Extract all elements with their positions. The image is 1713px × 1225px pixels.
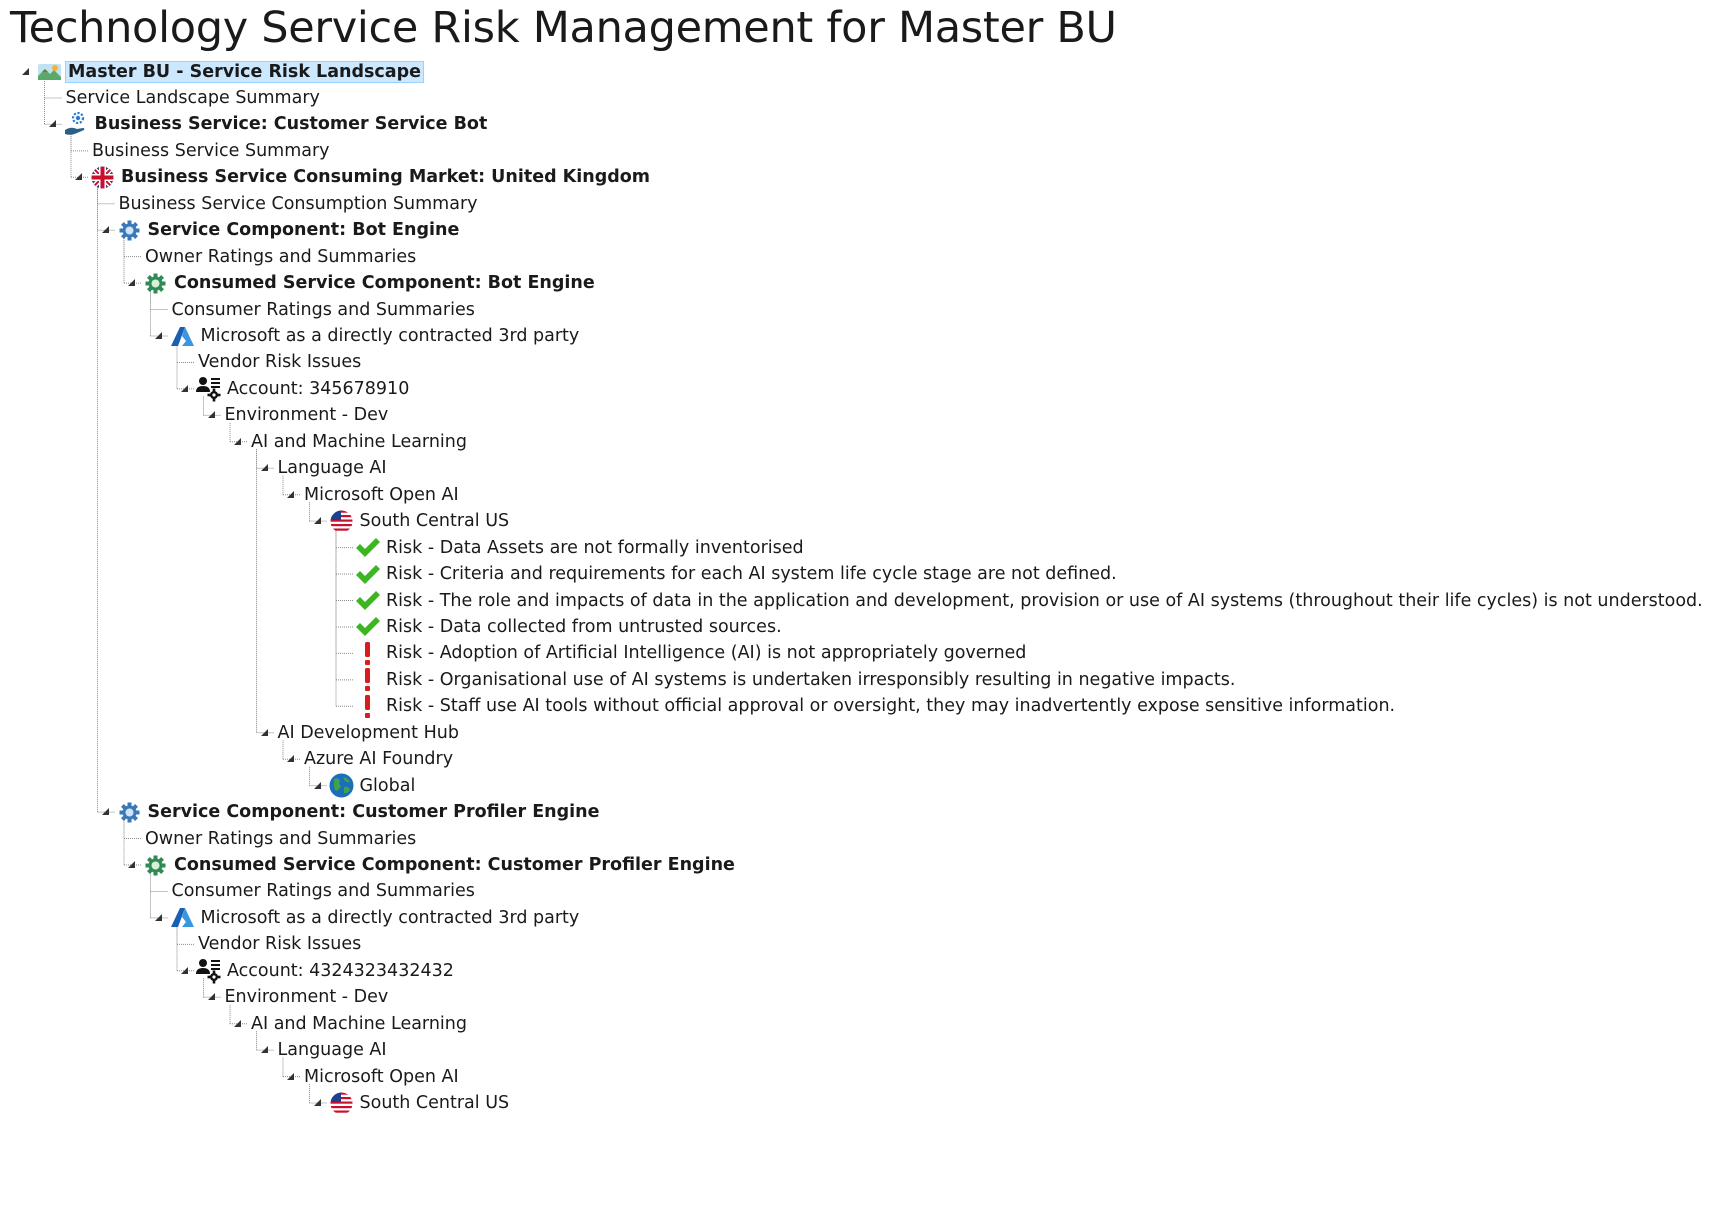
tree-item-label: Azure AI Foundry [304,749,454,770]
tree-item[interactable] [275,1036,390,1065]
collapse-triangle-icon [259,1044,269,1054]
tree-item[interactable] [328,1089,513,1118]
expand-collapse-toggle[interactable] [126,277,136,287]
collapse-triangle-icon [179,383,189,393]
tree-item-label: Consumed Service Component: Bot Engine [174,273,595,294]
us-flag-icon [328,1090,355,1117]
expand-collapse-toggle[interactable] [285,753,295,763]
exclamation-icon [354,640,381,667]
tree-item-label: Risk - Staff use AI tools without official approval or oversight, they may inadvertently expose sensitive information. [386,696,1396,717]
tree-item[interactable] [248,427,470,456]
tree-item-label: Master BU - Service Risk Landscape [65,61,424,83]
tree-item[interactable] [169,877,478,906]
risk-tree-item[interactable] [354,586,1706,615]
tree-item[interactable] [222,401,392,430]
tree-item[interactable] [301,745,456,774]
tree-item-label: Language AI [277,1040,387,1061]
collapse-triangle-icon [232,436,242,446]
collapse-triangle-icon [285,753,295,763]
tree-item-label: Business Service Consuming Market: United Kingdom [121,167,651,188]
risk-tree-item[interactable] [354,665,1238,694]
collapse-triangle-icon [312,1097,322,1107]
expand-collapse-toggle[interactable] [47,118,57,128]
check-icon [354,587,381,614]
expand-collapse-toggle[interactable] [259,462,269,472]
tree-item-label: Risk - Adoption of Artificial Intelligence (AI) is not appropriately governed [386,643,1027,664]
tree-item[interactable] [301,480,462,509]
tree-item-label: Environment - Dev [224,405,389,426]
tree-item-label: Microsoft as a directly contracted 3rd party [200,326,580,346]
tree-item-label: Microsoft Open AI [304,1066,459,1087]
collapse-triangle-icon [206,991,216,1001]
tree-item-label: South Central US [359,511,510,532]
tree-item-label: AI Development Hub [277,722,459,743]
tree-item[interactable] [328,771,419,800]
expand-collapse-toggle[interactable] [259,1044,269,1054]
tree-item-label: Vendor Risk Issues [198,352,362,373]
tree-item[interactable] [142,269,598,298]
azure-icon [169,323,196,350]
collapse-triangle-icon [285,1071,295,1081]
tree-item[interactable] [328,507,513,536]
check-icon [354,613,381,640]
collapse-triangle-icon [312,515,322,525]
tree-item[interactable] [169,322,583,351]
tree-item[interactable] [142,824,419,853]
page-title: Technology Service Risk Management for Master BU [10,3,1117,53]
collapse-triangle-icon [206,409,216,419]
expand-collapse-toggle[interactable] [179,383,189,393]
expand-collapse-toggle[interactable] [285,1071,295,1081]
check-icon [354,561,381,588]
gear-blue-icon [116,799,143,826]
business-service-icon [63,111,90,138]
collapse-triangle-icon [100,806,110,816]
tree-item-label: AI and Machine Learning [251,431,467,452]
gear-green-icon [142,270,169,297]
tree-item-label: Consumer Ratings and Summaries [171,299,475,320]
expand-collapse-toggle[interactable] [232,436,242,446]
us-flag-icon [328,508,355,535]
expand-collapse-toggle[interactable] [153,912,163,922]
tree-item[interactable] [195,374,412,403]
tree-item-label: Service Landscape Summary [65,87,320,108]
tree-item[interactable] [36,57,424,86]
expand-collapse-toggle[interactable] [100,806,110,816]
expand-collapse-toggle[interactable] [312,780,322,790]
tree-item[interactable] [142,242,419,271]
tree-item-label: Consumer Ratings and Summaries [171,881,475,902]
collapse-triangle-icon [126,859,136,869]
uk-flag-icon [89,164,116,191]
tree-item-label: Risk - Data Assets are not formally inventorised [386,537,804,558]
collapse-triangle-icon [285,489,295,499]
expand-collapse-toggle[interactable] [232,1018,242,1028]
tree-item-label: Risk - Criteria and requirements for each AI system life cycle stage are not defined. [386,564,1117,585]
collapse-triangle-icon [232,1018,242,1028]
expand-collapse-toggle[interactable] [285,489,295,499]
tree-item[interactable] [89,163,653,192]
collapse-triangle-icon [126,277,136,287]
risk-tree-item[interactable] [354,692,1398,721]
tree-item[interactable] [116,798,603,827]
collapse-triangle-icon [259,727,269,737]
tree-item[interactable] [169,295,478,324]
tree-item[interactable] [142,851,738,880]
tree-item[interactable] [248,1009,470,1038]
tree-item-label: Risk - The role and impacts of data in the application and development, provision or use of AI systems (throughout their life cycles) is not understood. [386,590,1703,611]
tree-item-label: Owner Ratings and Summaries [145,828,417,849]
collapse-triangle-icon [259,462,269,472]
tree-item[interactable] [195,348,364,377]
expand-collapse-toggle[interactable] [20,66,30,76]
expand-collapse-toggle[interactable] [206,409,216,419]
expand-collapse-toggle[interactable] [259,727,269,737]
tree-item-label: South Central US [359,1093,510,1114]
landscape-icon [36,58,63,85]
tree-item[interactable] [275,718,462,747]
tree-item[interactable] [222,983,392,1012]
tree-item-label: Global [359,775,416,796]
collapse-triangle-icon [153,330,163,340]
tree-item-label: Business Service Summary [92,140,330,161]
tree-item[interactable] [116,189,481,218]
tree-item[interactable] [63,83,323,112]
exclamation-icon [354,666,381,693]
tree-item-label: Business Service: Customer Service Bot [94,114,488,135]
tree-item[interactable] [275,454,390,483]
expand-collapse-toggle[interactable] [126,859,136,869]
risk-tree-item[interactable] [354,612,785,641]
expand-collapse-toggle[interactable] [312,515,322,525]
expand-collapse-toggle[interactable] [312,1097,322,1107]
risk-tree-item[interactable] [354,639,1029,668]
check-icon [354,534,381,561]
expand-collapse-toggle[interactable] [206,991,216,1001]
collapse-triangle-icon [100,224,110,234]
risk-tree-item[interactable] [354,560,1120,589]
exclamation-icon [354,693,381,720]
tree-item[interactable] [195,956,457,985]
azure-icon [169,904,196,931]
expand-collapse-toggle[interactable] [100,224,110,234]
collapse-triangle-icon [20,66,30,76]
collapse-triangle-icon [47,118,57,128]
collapse-triangle-icon [312,780,322,790]
tree-item-label: Owner Ratings and Summaries [145,246,417,267]
tree-item-label: Environment - Dev [224,987,389,1008]
tree-item-label: AI and Machine Learning [251,1013,467,1034]
tree-item[interactable] [89,136,333,165]
tree-item-label: Consumed Service Component: Customer Profiler Engine [174,855,735,875]
tree-item[interactable] [63,110,491,139]
tree-item-label: Service Component: Bot Engine [147,220,460,241]
risk-tree-item[interactable] [354,533,807,562]
globe-icon [328,772,355,799]
tree-item-label: Microsoft Open AI [304,484,459,505]
gear-green-icon [142,852,169,879]
collapse-triangle-icon [73,171,83,181]
account-icon [195,957,222,984]
collapse-triangle-icon [179,965,189,975]
tree-item[interactable] [116,216,463,245]
tree-item-label: Account: 4324323432432 [227,960,454,981]
tree-item-label: Account: 345678910 [227,378,410,399]
expand-collapse-toggle[interactable] [153,330,163,340]
tree-item-label: Language AI [277,458,387,479]
tree-item-label: Risk - Organisational use of AI systems is undertaken irresponsibly resulting in negative impacts. [386,669,1236,690]
expand-collapse-toggle[interactable] [73,171,83,181]
tree-item-label: Vendor Risk Issues [198,934,362,955]
tree-item-label: Risk - Data collected from untrusted sources. [386,616,782,637]
tree-item[interactable] [195,930,364,959]
gear-blue-icon [116,217,143,244]
tree-item-label: Business Service Consumption Summary [118,193,478,214]
account-icon [195,375,222,402]
tree-item-label: Microsoft as a directly contracted 3rd party [200,907,580,928]
tree-item-label: Service Component: Customer Profiler Engine [147,802,600,823]
collapse-triangle-icon [153,912,163,922]
tree-item[interactable] [169,903,583,932]
expand-collapse-toggle[interactable] [179,965,189,975]
tree-item[interactable] [301,1062,462,1091]
